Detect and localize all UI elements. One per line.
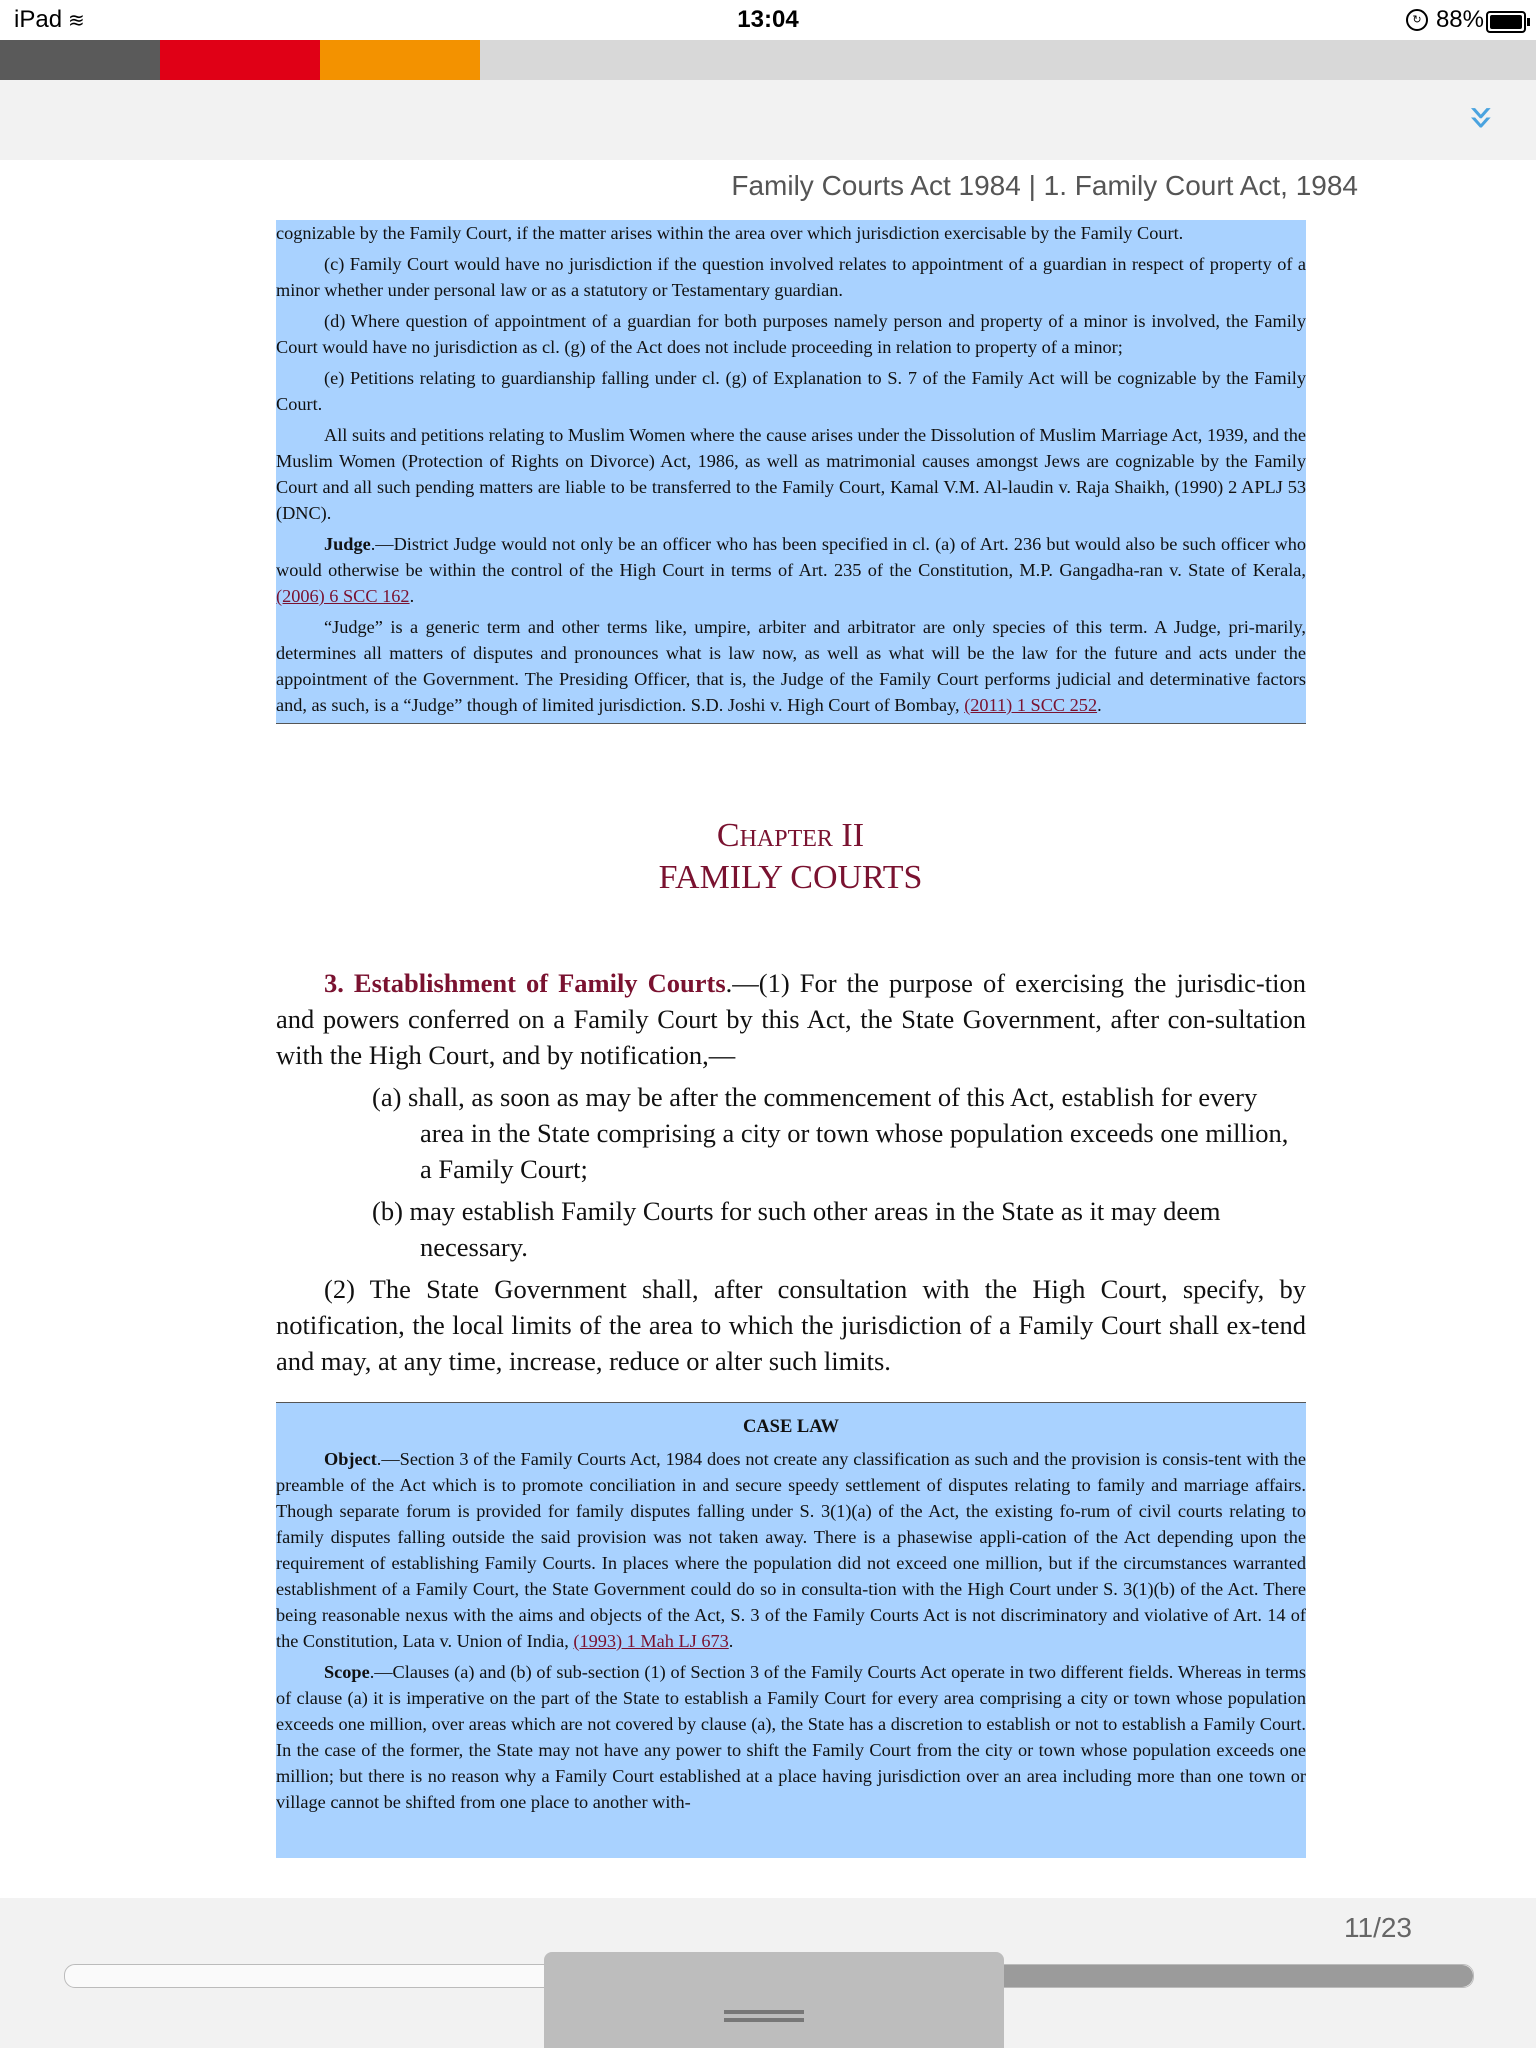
clause-b: (b) may establish Family Courts for such other areas in the State as it may deem necessary. xyxy=(372,1196,1221,1262)
device-label: iPad ≋ xyxy=(14,6,85,33)
color-tab-red[interactable] xyxy=(160,40,320,80)
citation-link[interactable]: (2006) 6 SCC 162 xyxy=(276,586,410,606)
chapter-heading xyxy=(0,815,1536,899)
color-tab-orange[interactable] xyxy=(320,40,480,80)
wifi-icon: ≋ xyxy=(68,10,85,32)
rotation-lock-icon: ↻ xyxy=(1406,9,1428,31)
clause-a: (a) shall, as soon as may be after the commencement of this Act, establish for every area in the State comprising a city or town whose population exceeds one million, a Family Court; xyxy=(372,1082,1289,1184)
chevron-down-icon[interactable]: » xyxy=(1457,104,1509,131)
section-3-para-1: 3. Establishment of Family Courts.—(1) For the purpose of exercising the jurisdic-tion and powers conferred on a Family Court by this Act, the State Government, after con-sultation with the High Court, and by notification,— xyxy=(276,968,1306,1070)
section-3 xyxy=(276,965,1306,1385)
citation-link[interactable]: (2011) 1 SCC 252 xyxy=(964,695,1098,715)
status-right xyxy=(1406,6,1484,34)
case-law-object: Object.—Section 3 of the Family Courts Act, 1984 does not create any classification as such and the provision is consis-tent with the preamble of the Act which is to promote conciliation in and secure speedy settlement of disputes relating to family and marriage affairs. Though separate forum is provided for family disputes falling under S. 3(1)(a) of the Act, the existing fo-rum of civil courts relating to family disputes falling outside the said provision was not taken away. There is a phasewise appli-cation of the Act depending upon the requirement of establishing Family Courts. In places where the population did not exceed one million, but if the circumstances warranted establishment of a Family Court, the State Government could do so in consulta-tion with the High Court under S. 3(1)(b) of the Act. There being reasonable nexus with the aims and objects of the Act, S. 3 of the Family Courts Act is not discriminatory and violative of Art. 14 of the Constitution, Lata v. Union of India, (1993) 1 Mah LJ 673. xyxy=(276,1449,1306,1651)
highlighted-commentary xyxy=(276,220,1306,724)
clock: 13:04 xyxy=(737,6,799,33)
divider xyxy=(276,723,1306,724)
status-bar xyxy=(0,0,1536,40)
commentary-paragraph: (d) Where question of appointment of a guardian for both purposes namely person and property of a minor is involved, the Family Court would have no jurisdiction as cl. (g) of the Act does not include proceeding in relation to property of a minor; xyxy=(276,311,1306,357)
section-title: 3. Establishment of Family Courts xyxy=(324,968,726,998)
case-law-scope: Scope.—Clauses (a) and (b) of sub-section (1) of Section 3 of the Family Courts Act operate in two different fields. Whereas in terms of clause (a) it is imperative on the part of the State to establish a Family Court for every area comprising a city or town whose population exceeds one million, over areas which are not covered by clause (a), the State has a discretion to establish or not to establish a Family Court. In the case of the former, the State may not have any power to shift the Family Court from the city or town whose population exceeds one million; but there is no reason why a Family Court established at a place having jurisdiction over an area including more than one town or village cannot be shifted from one place to another with- xyxy=(276,1662,1306,1812)
battery-icon xyxy=(1486,11,1526,33)
battery-percent: 88% xyxy=(1435,6,1484,33)
commentary-paragraph: Judge.—District Judge would not only be an officer who has been specified in cl. (a) of Art. 236 but would also be such officer who would otherwise be within the control of the High Court in terms of Art. 235 of the Constitution, M.P. Gangadha-ran v. State of Kerala, (2006) 6 SCC 162. xyxy=(276,534,1306,606)
running-head: Family Courts Act 1984 | 1. Family Court Act, 1984 xyxy=(731,170,1358,201)
color-tab-gray[interactable] xyxy=(0,40,160,80)
citation-link[interactable]: (1993) 1 Mah LJ 673 xyxy=(573,1631,729,1651)
grip-icon xyxy=(724,2010,804,2014)
chapter-title: FAMILY COURTS xyxy=(658,859,923,896)
commentary-paragraph: (c) Family Court would have no jurisdiction if the question involved relates to appointment of a guardian in respect of property of a minor whether under personal law or as a statutory or Testamentary guardian. xyxy=(276,254,1306,300)
commentary-paragraph: All suits and petitions relating to Muslim Women where the cause arises under the Dissolution of Muslim Marriage Act, 1939, and the Muslim Women (Protection of Rights on Divorce) Act, 1986, as well as matrimonial causes amongst Jews are cognizable by the Family Court and all such pending matters are liable to be transferred to the Family Court, Kamal V.M. Al-laudin v. Raja Shaikh, (1990) 2 APLJ 53 (DNC). xyxy=(276,425,1306,523)
chapter-label: Chapter II xyxy=(716,817,865,854)
commentary-paragraph: “Judge” is a generic term and other terms like, umpire, arbiter and arbitrator are only species of this term. A Judge, pri-marily, determines all matters of disputes and pronounces what is law now, as well as what will be the law for the future and acts under the appointment of the Government. The Presiding Officer, that is, the Judge of the Family Court performs judicial and determinative factors and, as such, is a “Judge” though of limited jurisdiction. S.D. Joshi v. High Court of Bombay, (2011) 1 SCC 252. xyxy=(276,617,1306,715)
section-3-para-2: (2) The State Government shall, after consultation with the High Court, specify, by notification, the local limits of the area to which the jurisdiction of a Family Court shall ex-tend and may, at any time, increase, reduce or alter such limits. xyxy=(276,1274,1306,1376)
case-law-box xyxy=(276,1402,1306,1858)
reader-toolbar xyxy=(0,80,1536,160)
commentary-paragraph: (e) Petitions relating to guardianship falling under cl. (g) of Explanation to S. 7 of the Family Act will be cognizable by the Family Court. xyxy=(276,368,1306,414)
bottom-drawer-handle[interactable] xyxy=(544,1952,1004,2048)
color-tab-bar xyxy=(0,40,1536,80)
case-law-heading: CASE LAW xyxy=(742,1417,840,1437)
commentary-paragraph: cognizable by the Family Court, if the matter arises within the area over which jurisdiction exercisable by the Family Court. xyxy=(276,223,1184,243)
page-indicator: 11/23 xyxy=(1344,1912,1412,1943)
